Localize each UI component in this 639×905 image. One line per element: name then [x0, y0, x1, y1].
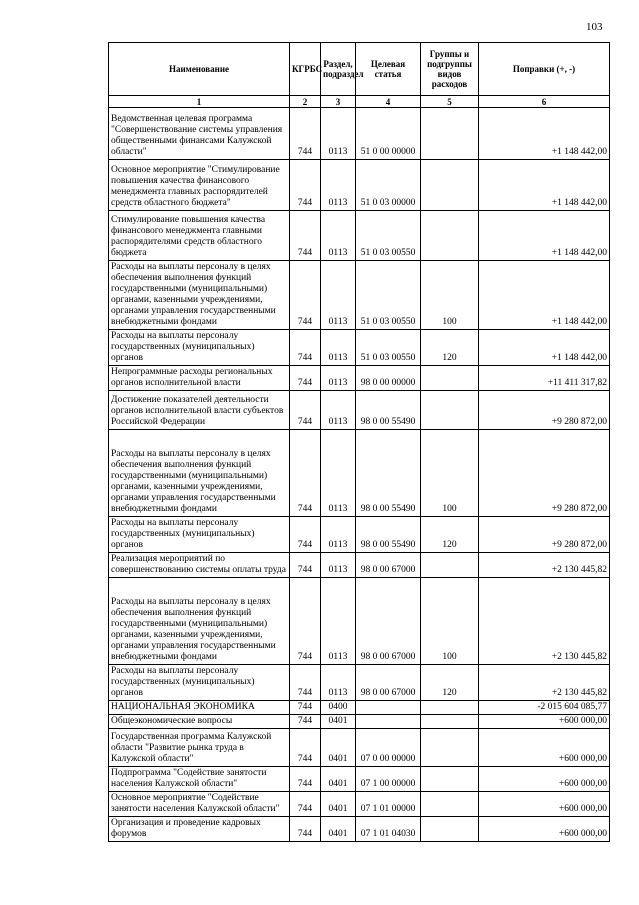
row-section: 0401: [321, 729, 356, 767]
table-row: [109, 211, 610, 261]
row-amendment: +1 148 442,00: [479, 330, 610, 366]
row-name: Основное мероприятие "Содействие занятости населения Калужской области": [109, 792, 290, 817]
table-row: [109, 578, 610, 665]
row-expense-group: [421, 391, 479, 430]
row-amendment: +2 130 445,82: [479, 553, 610, 578]
row-section: 0113: [321, 430, 356, 517]
row-target: 51 0 03 00550: [356, 330, 421, 366]
row-kgrbs: 744: [290, 665, 321, 701]
header-section: Раздел, подраздел: [321, 43, 356, 96]
row-amendment: +600 000,00: [479, 792, 610, 817]
row-name: Стимулирование повышения качества финансового менеджмента главными распорядителями средств областного бюджета: [109, 211, 290, 261]
row-amendment: +600 000,00: [479, 715, 610, 729]
row-target: 98 0 00 67000: [356, 665, 421, 701]
row-amendment: +2 130 445,82: [479, 665, 610, 701]
row-section: 0113: [321, 665, 356, 701]
row-expense-group: [421, 792, 479, 817]
header-target: Целевая статья: [356, 43, 421, 96]
row-name: Расходы на выплаты персоналу в целях обеспечения выполнения функций государственными (муниципальными) органами, казенными учреждениями, органами управления государственными внебюджетными фондами: [109, 578, 290, 665]
row-kgrbs: 744: [290, 261, 321, 330]
row-expense-group: [421, 715, 479, 729]
column-number-row: [109, 96, 610, 108]
table-row: [109, 160, 610, 211]
row-name: НАЦИОНАЛЬНАЯ ЭКОНОМИКА: [109, 701, 290, 715]
row-amendment: +9 280 872,00: [479, 517, 610, 553]
row-amendment: +600 000,00: [479, 817, 610, 842]
row-section: 0400: [321, 701, 356, 715]
budget-amendments-table: [108, 42, 610, 842]
row-kgrbs: 744: [290, 330, 321, 366]
row-name: Ведомственная целевая программа "Совершенствование системы управления общественными финансами Калужской области": [109, 108, 290, 160]
row-name: Расходы на выплаты персоналу в целях обеспечения выполнения функций государственными (муниципальными) органами, казенными учреждениями, органами управления государственными внебюджетными фондами: [109, 430, 290, 517]
table-header-row: [109, 43, 610, 96]
row-target: 51 0 03 00550: [356, 261, 421, 330]
header-groups: Группы и подгруппы видов расходов: [421, 43, 479, 96]
table-row: [109, 553, 610, 578]
row-target: 98 0 00 67000: [356, 553, 421, 578]
column-number: 1: [109, 96, 290, 108]
table-row: [109, 767, 610, 792]
row-expense-group: [421, 817, 479, 842]
row-section: 0401: [321, 792, 356, 817]
row-expense-group: [421, 701, 479, 715]
row-target: 98 0 00 55490: [356, 430, 421, 517]
row-kgrbs: 744: [290, 366, 321, 391]
row-amendment: +1 148 442,00: [479, 160, 610, 211]
row-target: 98 0 00 55490: [356, 517, 421, 553]
row-kgrbs: 744: [290, 817, 321, 842]
row-name: Основное мероприятие "Стимулирование повышения качества финансового менеджмента главных распорядителей средств областного бюджета": [109, 160, 290, 211]
table-row: [109, 108, 610, 160]
row-target: [356, 715, 421, 729]
row-expense-group: 120: [421, 665, 479, 701]
row-target: 07 1 00 00000: [356, 767, 421, 792]
row-section: 0113: [321, 366, 356, 391]
row-kgrbs: 744: [290, 211, 321, 261]
row-section: 0113: [321, 578, 356, 665]
row-target: 51 0 03 00550: [356, 211, 421, 261]
row-kgrbs: 744: [290, 715, 321, 729]
row-expense-group: 100: [421, 578, 479, 665]
header-amendments: Поправки (+, -): [479, 43, 610, 96]
row-expense-group: [421, 160, 479, 211]
row-name: Расходы на выплаты персоналу государственных (муниципальных) органов: [109, 665, 290, 701]
row-kgrbs: 744: [290, 767, 321, 792]
row-kgrbs: 744: [290, 729, 321, 767]
row-kgrbs: 744: [290, 517, 321, 553]
row-expense-group: 120: [421, 517, 479, 553]
table-row: [109, 665, 610, 701]
header-kgrbs: КГРБС: [290, 43, 321, 96]
table-row: [109, 391, 610, 430]
header-name: Наименование: [109, 43, 290, 96]
row-amendment: +600 000,00: [479, 767, 610, 792]
row-kgrbs: 744: [290, 792, 321, 817]
row-amendment: +1 148 442,00: [479, 261, 610, 330]
row-amendment: +9 280 872,00: [479, 430, 610, 517]
row-target: 51 0 00 00000: [356, 108, 421, 160]
row-amendment: +9 280 872,00: [479, 391, 610, 430]
row-name: Государственная программа Калужской области "Развитие рынка труда в Калужской области": [109, 729, 290, 767]
table-row: [109, 261, 610, 330]
row-kgrbs: 744: [290, 391, 321, 430]
row-amendment: -2 015 604 085,77: [479, 701, 610, 715]
row-amendment: +1 148 442,00: [479, 108, 610, 160]
row-name: Расходы на выплаты персоналу государственных (муниципальных) органов: [109, 517, 290, 553]
row-section: 0113: [321, 391, 356, 430]
row-expense-group: [421, 366, 479, 391]
row-name: Реализация мероприятий по совершенствованию системы оплаты труда: [109, 553, 290, 578]
row-section: 0113: [321, 330, 356, 366]
row-kgrbs: 744: [290, 430, 321, 517]
table-row: [109, 330, 610, 366]
table-row: [109, 729, 610, 767]
row-amendment: +1 148 442,00: [479, 211, 610, 261]
page-number: 103: [586, 21, 603, 33]
row-kgrbs: 744: [290, 701, 321, 715]
row-section: 0401: [321, 767, 356, 792]
row-target: [356, 701, 421, 715]
row-expense-group: [421, 729, 479, 767]
row-expense-group: [421, 767, 479, 792]
row-name: Непрограммные расходы региональных органов исполнительной власти: [109, 366, 290, 391]
row-section: 0113: [321, 211, 356, 261]
table-row: [109, 715, 610, 729]
column-number: 4: [356, 96, 421, 108]
row-section: 0113: [321, 108, 356, 160]
row-name: Расходы на выплаты персоналу в целях обеспечения выполнения функций государственными (муниципальными) органами, казенными учреждениями, органами управления государственными внебюджетными фондами: [109, 261, 290, 330]
row-target: 07 1 01 04030: [356, 817, 421, 842]
row-target: 98 0 00 55490: [356, 391, 421, 430]
row-section: 0113: [321, 553, 356, 578]
row-name: Достижение показателей деятельности органов исполнительной власти субъектов Российской Федерации: [109, 391, 290, 430]
column-number: 6: [479, 96, 610, 108]
row-section: 0113: [321, 261, 356, 330]
row-kgrbs: 744: [290, 108, 321, 160]
row-target: 98 0 00 00000: [356, 366, 421, 391]
row-amendment: +11 411 317,82: [479, 366, 610, 391]
row-expense-group: [421, 211, 479, 261]
table-row: [109, 517, 610, 553]
column-number: 2: [290, 96, 321, 108]
column-number: 3: [321, 96, 356, 108]
row-section: 0401: [321, 817, 356, 842]
row-expense-group: 120: [421, 330, 479, 366]
row-section: 0401: [321, 715, 356, 729]
row-name: Общеэкономические вопросы: [109, 715, 290, 729]
row-name: Организация и проведение кадровых форумов: [109, 817, 290, 842]
row-name: Подпрограмма "Содействие занятости населения Калужской области": [109, 767, 290, 792]
row-amendment: +600 000,00: [479, 729, 610, 767]
column-number: 5: [421, 96, 479, 108]
row-expense-group: [421, 108, 479, 160]
row-expense-group: [421, 553, 479, 578]
row-kgrbs: 744: [290, 160, 321, 211]
row-amendment: +2 130 445,82: [479, 578, 610, 665]
row-kgrbs: 744: [290, 553, 321, 578]
row-target: 51 0 03 00000: [356, 160, 421, 211]
table-row: [109, 701, 610, 715]
table-row: [109, 366, 610, 391]
row-target: 07 1 01 00000: [356, 792, 421, 817]
row-target: 98 0 00 67000: [356, 578, 421, 665]
row-section: 0113: [321, 517, 356, 553]
table-row: [109, 817, 610, 842]
row-kgrbs: 744: [290, 578, 321, 665]
row-expense-group: 100: [421, 430, 479, 517]
table-row: [109, 430, 610, 517]
row-target: 07 0 00 00000: [356, 729, 421, 767]
row-expense-group: 100: [421, 261, 479, 330]
table-row: [109, 792, 610, 817]
row-section: 0113: [321, 160, 356, 211]
row-name: Расходы на выплаты персоналу государственных (муниципальных) органов: [109, 330, 290, 366]
